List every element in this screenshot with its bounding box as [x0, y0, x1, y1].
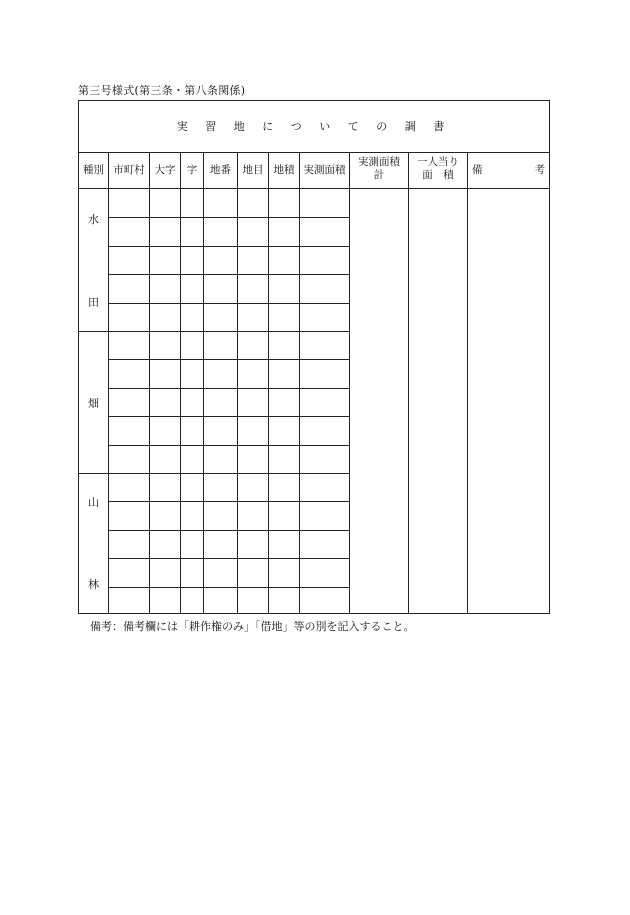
header-oaza: 大字	[154, 164, 176, 176]
row-divider	[108, 445, 349, 446]
group-label-paddy-2: 田	[88, 296, 99, 309]
row-divider	[108, 217, 349, 218]
header-measured-area-total-line1: 実測面積	[358, 156, 400, 168]
group-divider	[79, 331, 349, 332]
column-divider	[349, 153, 350, 613]
footnote: 備考：備考欄には「耕作権のみ」「借地」等の別を記入すること。	[90, 620, 415, 633]
header-measured-area-total	[350, 153, 408, 188]
group-label-forest-2: 林	[88, 578, 99, 591]
group-label-forest-1: 山	[88, 496, 99, 509]
survey-form-table	[78, 100, 550, 614]
row-divider	[108, 388, 349, 389]
header-measured-area-total-line2: 計	[373, 169, 385, 181]
row-divider	[108, 530, 349, 531]
column-divider	[180, 153, 181, 613]
group-divider	[79, 473, 349, 474]
column-divider	[237, 153, 238, 613]
row-divider	[108, 501, 349, 502]
column-divider	[299, 153, 300, 613]
column-divider	[268, 153, 269, 613]
header-remarks	[468, 153, 549, 188]
row-divider	[108, 587, 349, 588]
header-per-person-line2: 面 積	[422, 169, 454, 181]
column-divider	[408, 153, 409, 613]
column-divider	[149, 153, 150, 613]
column-divider	[467, 153, 468, 613]
column-divider	[108, 153, 109, 613]
form-title: 実 習 地 に つ い て の 調 書	[79, 101, 549, 153]
header-land-category: 地目	[242, 164, 264, 176]
header-aza: 字	[186, 164, 198, 176]
header-measured-area: 実測面積	[303, 164, 346, 176]
group-label-field: 畑	[88, 397, 99, 410]
row-divider	[108, 303, 349, 304]
row-divider	[108, 274, 349, 275]
row-divider	[108, 359, 349, 360]
header-per-person-area	[409, 153, 467, 188]
group-label-paddy-1: 水	[88, 213, 99, 226]
header-remarks-right: 考	[534, 164, 545, 176]
header-per-person-line1: 一人当り	[417, 156, 459, 168]
column-divider	[203, 153, 204, 613]
form-number-label: 第三号様式(第三条・第八条関係)	[78, 84, 246, 97]
row-divider	[108, 416, 349, 417]
row-divider	[108, 246, 349, 247]
header-municipality: 市町村	[113, 164, 145, 176]
header-remarks-left: 備	[472, 164, 483, 176]
header-registered-area: 地積	[273, 164, 295, 176]
header-kind: 種別	[83, 164, 104, 176]
row-divider	[108, 558, 349, 559]
header-lot-number: 地番	[210, 164, 231, 176]
